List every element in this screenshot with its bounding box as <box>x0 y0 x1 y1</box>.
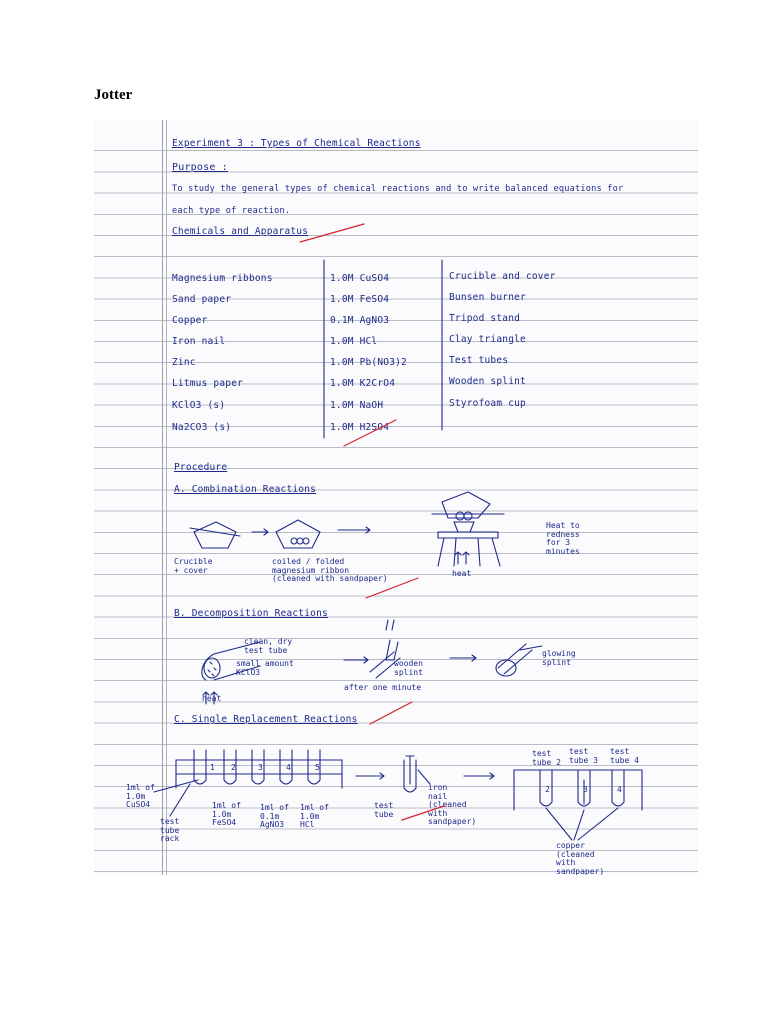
sketch-layer <box>94 120 698 875</box>
section-c-heading: C. Single Replacement Reactions <box>174 714 358 725</box>
arrow-icon <box>338 527 370 533</box>
table-cell-col3: Tripod stand <box>449 313 521 324</box>
label-test-tube-4: test tube 4 <box>610 747 639 765</box>
tube-number-5: 5 <box>315 763 320 772</box>
tube-number-4: 4 <box>286 763 291 772</box>
tube-number-2: 2 <box>231 763 236 772</box>
table-cell-col2: 1.0M CuSO4 <box>330 273 390 284</box>
arrow-icon <box>252 529 268 535</box>
label-magnesium-ribbon: coiled / folded magnesium ribbon (cleaned with sandpaper) <box>272 557 388 583</box>
table-cell-col2: 1.0M H2SO4 <box>330 422 390 433</box>
bunsen-tripod-icon <box>432 492 504 566</box>
label-after-one-minute: after one minute <box>344 683 422 692</box>
label-iron-nail: iron nail (cleaned with sandpaper) <box>428 783 477 826</box>
table-cell-col1: Sand paper <box>172 294 232 305</box>
tube-number-1: 1 <box>210 763 215 772</box>
table-cell-col1: Iron nail <box>172 336 226 347</box>
label-glowing-splint: glowing splint <box>542 649 576 667</box>
correction-mark <box>300 224 364 242</box>
table-cell-col3: Wooden splint <box>449 376 526 387</box>
test-tube-rack-icon <box>154 750 342 816</box>
table-cell-col2: 0.1M AgNO3 <box>330 315 390 326</box>
label-cuso4: 1ml of 1.0m CuSO4 <box>126 783 155 809</box>
table-cell-col2: 1.0M Pb(NO3)2 <box>330 357 407 368</box>
table-cell-col1: Copper <box>172 315 208 326</box>
table-cell-col1: Litmus paper <box>172 378 244 389</box>
right-tube-number-3: 3 <box>583 785 588 794</box>
glowing-splint-icon <box>496 644 542 676</box>
table-cell-col2: 1.0M HCl <box>330 336 378 347</box>
label-heat: heat <box>452 569 472 578</box>
label-hcl: 1ml of 1.0m HCl <box>300 803 329 829</box>
crucible-icon <box>190 522 240 548</box>
section-a-heading: A. Combination Reactions <box>174 484 317 495</box>
correction-mark <box>344 420 396 446</box>
label-agno3: 1ml of 0.1m AgNO3 <box>260 803 289 829</box>
label-test-tube-c: test tube <box>374 801 394 819</box>
test-tube-splint-icon <box>370 620 400 678</box>
procedure-heading: Procedure <box>174 462 228 473</box>
purpose-heading: Purpose : <box>172 162 228 173</box>
experiment-title: Experiment 3 : Types of Chemical Reactions <box>172 138 421 149</box>
table-cell-col1: Na2CO3 (s) <box>172 422 232 433</box>
label-feso4: 1ml of 1.0m FeSO4 <box>212 801 241 827</box>
table-cell-col3: Test tubes <box>449 355 509 366</box>
arrow-icon <box>450 655 476 661</box>
label-crucible: Crucible + cover <box>174 557 213 575</box>
label-small-amount: small amount KClO3 <box>236 659 294 677</box>
notebook-page <box>94 120 698 875</box>
label-wooden-splint: wooden splint <box>394 659 423 677</box>
table-cell-col2: 1.0M NaOH <box>330 400 384 411</box>
crucible-ribbon-icon <box>276 520 320 548</box>
label-copper: copper (cleaned with sandpaper) <box>556 841 605 875</box>
arrow-icon <box>344 657 368 663</box>
correction-mark <box>402 806 444 820</box>
test-tube-iron-nail-icon <box>404 756 430 792</box>
copper-test-tubes-icon <box>514 770 642 840</box>
page-heading: Jotter <box>94 87 133 103</box>
correction-mark <box>370 702 412 724</box>
arrow-icon <box>464 773 494 779</box>
chemicals-heading: Chemicals and Apparatus <box>172 226 309 237</box>
table-cell-col3: Crucible and cover <box>449 271 556 282</box>
label-heat-b: heat <box>202 694 222 703</box>
section-b-heading: B. Decomposition Reactions <box>174 608 328 619</box>
purpose-line-1: To study the general types of chemical reactions and to write balanced equations for <box>172 184 624 194</box>
right-tube-number-4: 4 <box>617 785 622 794</box>
test-tube-heating-icon <box>202 642 260 704</box>
table-cell-col2: 1.0M FeSO4 <box>330 294 390 305</box>
correction-mark <box>366 578 418 598</box>
table-cell-col3: Bunsen burner <box>449 292 526 303</box>
label-heat-to-redness: Heat to redness for 3 minutes <box>546 521 580 556</box>
label-clean-test-tube: clean, dry test tube <box>244 637 293 655</box>
table-cell-col3: Styrofoam cup <box>449 398 526 409</box>
table-cell-col1: Magnesium ribbons <box>172 273 273 284</box>
label-test-tube-2: test tube 2 <box>532 749 561 767</box>
purpose-line-2: each type of reaction. <box>172 206 291 216</box>
table-cell-col3: Clay triangle <box>449 334 526 345</box>
table-cell-col1: Zinc <box>172 357 196 368</box>
table-cell-col2: 1.0M K2CrO4 <box>330 378 396 389</box>
label-test-tube-rack: test tube rack <box>160 817 180 843</box>
label-test-tube-3: test tube 3 <box>569 747 598 765</box>
tube-number-3: 3 <box>258 763 263 772</box>
table-cell-col1: KClO3 (s) <box>172 400 226 411</box>
right-tube-number-2: 2 <box>545 785 550 794</box>
arrow-icon <box>356 773 384 779</box>
